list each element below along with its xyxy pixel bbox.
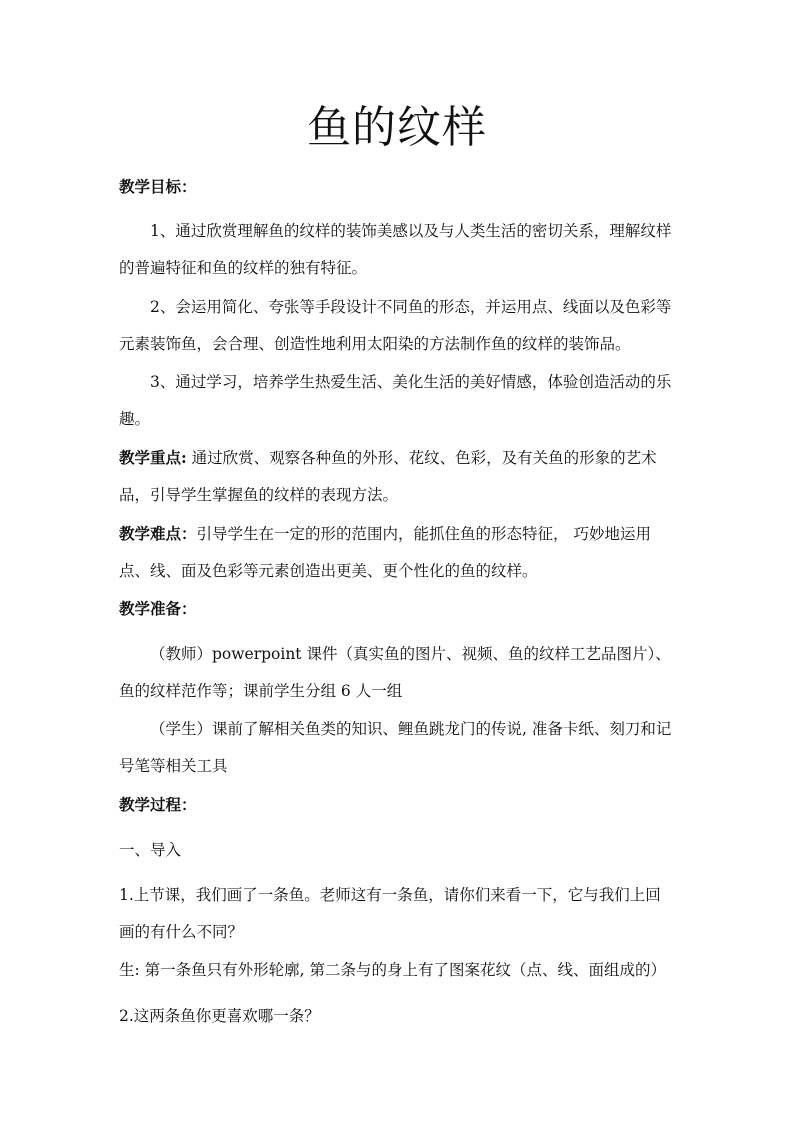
process-paragraph-2: 生: 第一条鱼只有外形轮廓, 第二条与的身上有了图案花纹（点、线、面组成的） <box>119 961 667 979</box>
difficulty-text: 引导学生在一定的形的范围内，能抓住鱼的形态特征， 巧妙地运用点、线、面及色彩等元素创造出更美、更个性化的鱼的纹样。 <box>119 525 651 580</box>
process-section-intro: 一、导入 <box>119 841 182 859</box>
document-title: 鱼的纹样 <box>307 102 487 153</box>
key-point-paragraph <box>119 439 675 514</box>
objective-item-3: 3、通过学习，培养学生热爱生活、美化生活的美好情感，体验创造活动的乐趣。 <box>119 373 672 428</box>
process-paragraph-1: 1.上节课，我们画了一条鱼。老师这有一条鱼，请你们来看一下，它与我们上回画的有什么不同？ <box>119 886 661 941</box>
difficulty-label: 教学难点： <box>119 524 197 543</box>
objective-item-2: 2、会运用简化、夸张等手段设计不同鱼的形态，并运用点、线面以及色彩等元素装饰鱼，会合理、创造性地利用太阳染的方法制作鱼的纹样的装饰品。 <box>119 298 672 353</box>
objectives-heading: 教学目标： <box>119 177 197 196</box>
difficulty-paragraph <box>119 515 675 590</box>
key-point-label: 教学重点: <box>119 448 187 467</box>
objective-item-1: 1、通过欣赏理解鱼的纹样的装饰美感以及与人类生活的密切关系，理解纹样的普遍特征和鱼的纹样的独有特征。 <box>119 222 672 277</box>
process-heading: 教学过程： <box>119 795 197 814</box>
preparation-heading: 教学准备： <box>119 599 197 618</box>
preparation-teacher: （教师）powerpoint 课件（真实鱼的图片、视频、鱼的纹样工艺品图片）、鱼的纹样范作等；课前学生分组 6 人一组 <box>119 645 671 700</box>
key-point-text: 通过欣赏、观察各种鱼的外形、花纹、色彩，及有关鱼的形象的艺术品，引导学生掌握鱼的纹样的表现方法。 <box>119 449 657 504</box>
process-paragraph-3: 2.这两条鱼你更喜欢哪一条？ <box>119 1007 320 1025</box>
preparation-student: （学生）课前了解相关鱼类的知识、鲤鱼跳龙门的传说, 准备卡纸、刻刀和记号笔等相关工具 <box>119 720 672 775</box>
